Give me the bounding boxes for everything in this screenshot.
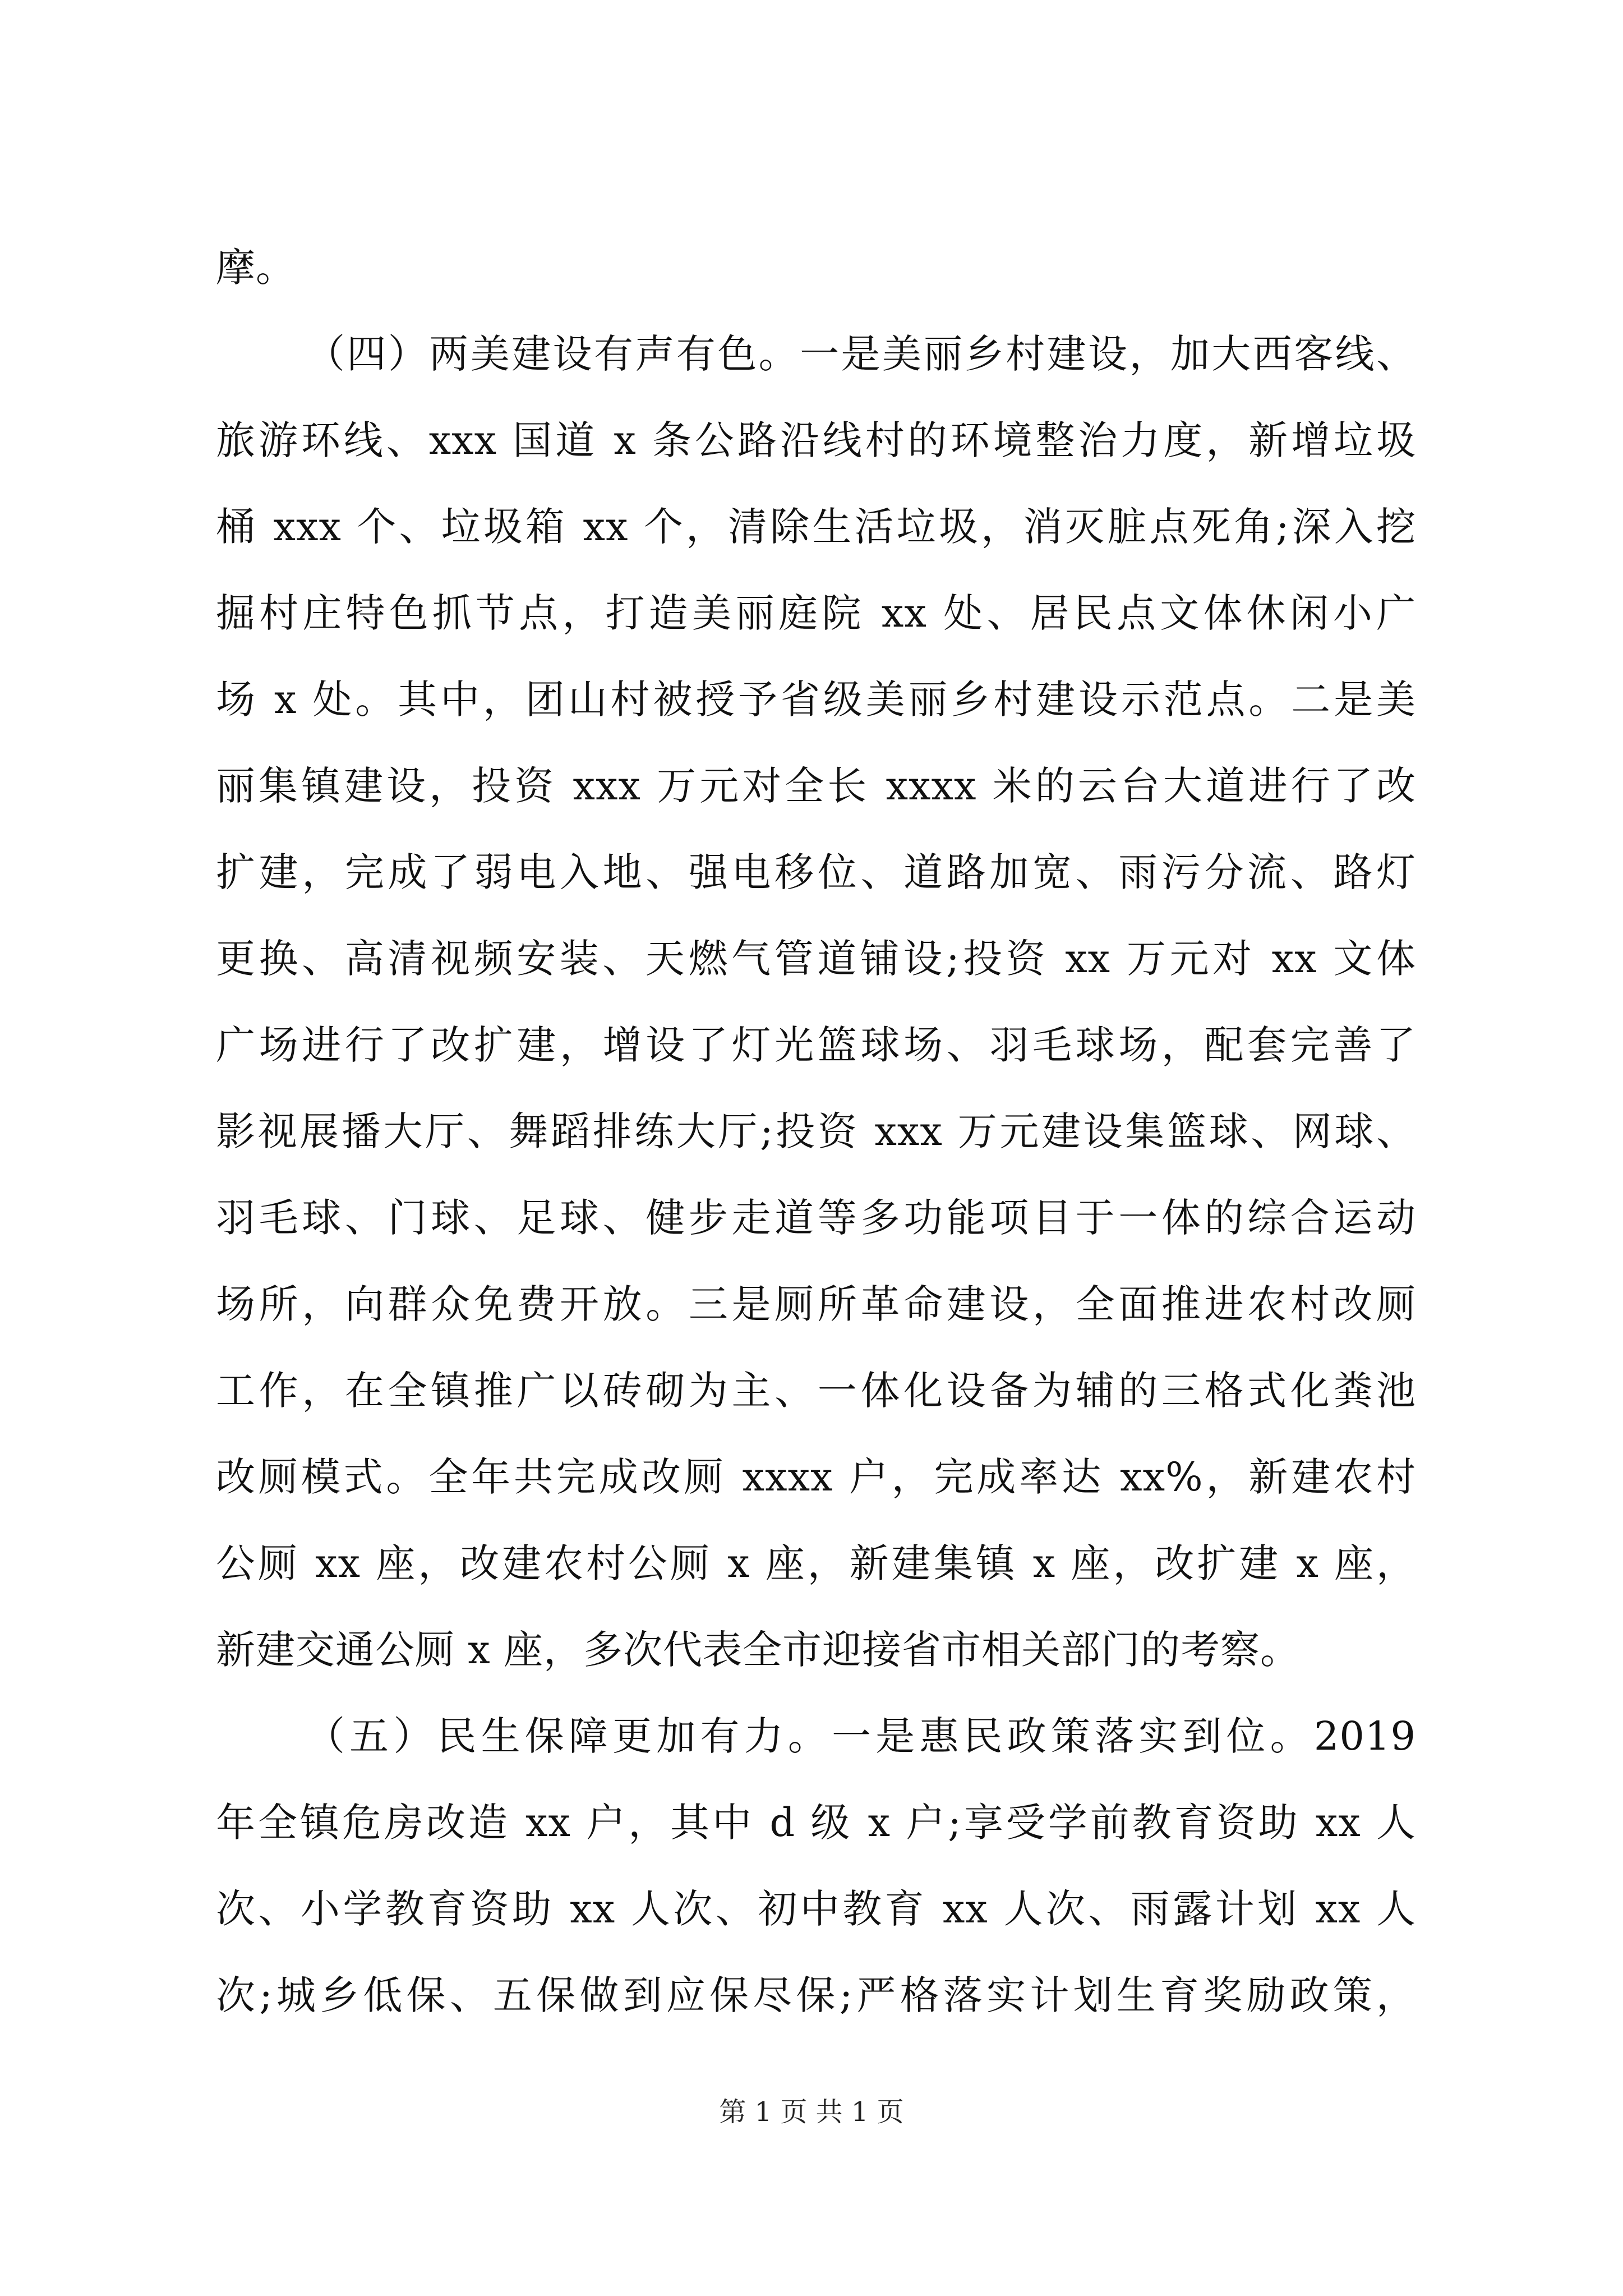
text-line: 次、小学教育资助 xx 人次、初中教育 xx 人次、雨露计划 xx 人: [216, 1886, 1416, 1932]
text-line: 扩建，完成了弱电入地、强电移位、道路加宽、雨污分流、路灯: [216, 849, 1416, 895]
text-line: 羽毛球、门球、足球、健步走道等多功能项目于一体的综合运动: [216, 1195, 1416, 1241]
text-line: 场 x 处。其中，团山村被授予省级美丽乡村建设示范点。二是美: [216, 677, 1416, 723]
text-line: 改厕模式。全年共完成改厕 xxxx 户，完成率达 xx%，新建农村: [216, 1454, 1416, 1500]
text-line: （五）民生保障更加有力。一是惠民政策落实到位。2019: [306, 1713, 1416, 1759]
text-line: 掘村庄特色抓节点，打造美丽庭院 xx 处、居民点文体休闲小广: [216, 590, 1416, 636]
text-line: 更换、高清视频安装、天燃气管道铺设;投资 xx 万元对 xx 文体: [216, 936, 1416, 982]
text-line: 次;城乡低保、五保做到应保尽保;严格落实计划生育奖励政策，: [216, 1972, 1416, 2018]
text-line: 广场进行了改扩建，增设了灯光篮球场、羽毛球场，配套完善了: [216, 1022, 1416, 1068]
text-line: 影视展播大厅、舞蹈排练大厅;投资 xxx 万元建设集篮球、网球、: [216, 1108, 1416, 1154]
text-line: 新建交通公厕 x 座，多次代表全市迎接省市相关部门的考察。: [216, 1627, 1300, 1673]
text-line: （四）两美建设有声有色。一是美丽乡村建设，加大西客线、: [306, 331, 1416, 377]
text-line: 场所，向群众免费开放。三是厕所革命建设，全面推进农村改厕: [216, 1281, 1416, 1327]
text-line: 旅游环线、xxx 国道 x 条公路沿线村的环境整治力度，新增垃圾: [216, 417, 1416, 463]
text-line: 公厕 xx 座，改建农村公厕 x 座，新建集镇 x 座，改扩建 x 座，: [216, 1540, 1416, 1586]
text-line: 桶 xxx 个、垃圾箱 xx 个，清除生活垃圾，消灭脏点死角;深入挖: [216, 504, 1416, 550]
text-line: 丽集镇建设，投资 xxx 万元对全长 xxxx 米的云台大道进行了改: [216, 763, 1416, 809]
page-footer: 第 1 页 共 1 页: [719, 2096, 904, 2128]
text-line: 摩。: [216, 245, 296, 291]
text-line: 年全镇危房改造 xx 户，其中 d 级 x 户;享受学前教育资助 xx 人: [216, 1800, 1416, 1846]
body-text: [216, 224, 1416, 2039]
text-line: 工作，在全镇推广以砖砌为主、一体化设备为辅的三格式化粪池: [216, 1368, 1416, 1414]
